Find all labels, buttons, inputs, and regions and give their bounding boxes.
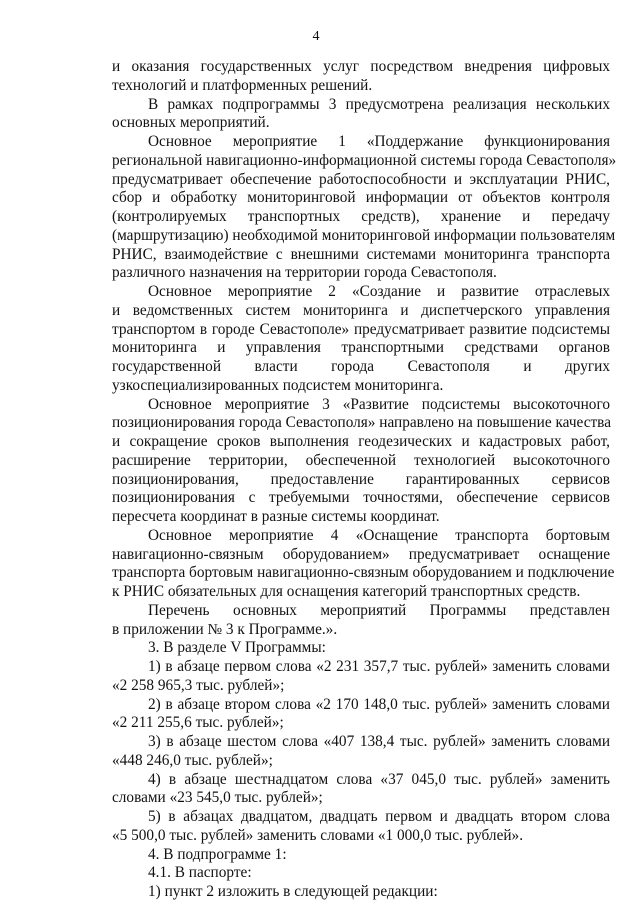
text-line: 1) пункт 2 изложить в следующей редакции: xyxy=(148,883,438,900)
text-line: «5 500,0 тыс. рублей» заменить словами «1 000,0 тыс. рублей». xyxy=(112,826,524,844)
text-line: «2 258 965,3 тыс. рублей»; xyxy=(112,676,285,694)
text-line: 5) в абзацах двадцатом, двадцать первом и двадцать втором слова xyxy=(148,808,610,825)
text-line: Основное мероприятие 1 «Поддержание функционирования xyxy=(148,133,610,150)
text-line: и ведомственных систем мониторинга и диспетчерского управления xyxy=(112,301,610,319)
text-line: основных мероприятий. xyxy=(112,114,270,132)
text-line: различного назначения на территории города Севастополя. xyxy=(112,264,497,282)
text-line: и сокращение сроков выполнения геодезических и кадастровых работ, xyxy=(112,433,610,450)
text-line: 4. В подпрограмме 1: xyxy=(148,845,287,863)
text-line: расширение территории, обеспеченной технологией высокоточного xyxy=(112,451,610,469)
page-number: 4 xyxy=(312,29,320,44)
text-line: Перечень основных мероприятий Программы представлен xyxy=(148,601,610,619)
text-line: транспорта бортовым навигационно-связным оборудованием и подключение xyxy=(112,564,615,582)
text-line: Основное мероприятие 2 «Создание и развитие отраслевых xyxy=(148,283,610,300)
text-line: навигационно-связным оборудованием» предусматривает оснащение xyxy=(112,545,610,563)
text-line: сбор и обработку мониторинговой информации от объектов контроля xyxy=(112,189,610,207)
text-line: 4.1. В паспорте: xyxy=(148,864,252,882)
text-line: технологий и платформенных решений. xyxy=(112,76,373,94)
text-line: к РНИС обязательных для оснащения категорий транспортных средств. xyxy=(112,583,581,600)
text-line: (маршрутизацию) необходимой мониторинговой информации пользователям xyxy=(112,226,616,244)
text-line: «2 211 255,6 тыс. рублей»; xyxy=(112,714,284,732)
text-line: транспортом в городе Севастополе» предусматривает развитие подсистемы xyxy=(112,320,610,338)
text-line: Основное мероприятие 4 «Оснащение транспорта бортовым xyxy=(148,526,610,544)
text-line: Основное мероприятие 3 «Развитие подсистемы высокоточного xyxy=(148,395,610,413)
text-line: в приложении № 3 к Программе.». xyxy=(112,620,338,638)
text-line: словами «23 545,0 тыс. рублей»; xyxy=(112,789,323,807)
text-line: В рамках подпрограммы 3 предусмотрена реализация нескольких xyxy=(148,95,610,113)
text-line: «448 246,0 тыс. рублей»; xyxy=(112,751,273,769)
text-line: 1) в абзаце первом слова «2 231 357,7 тыс. рублей» заменить словами xyxy=(148,658,610,675)
text-line: пересчета координат в разные системы координат. xyxy=(112,508,440,525)
text-line: предусматривает обеспечение работоспособности и эксплуатации РНИС, xyxy=(112,170,610,188)
text-line: региональной навигационно-информационной системы города Севастополя» xyxy=(112,151,617,169)
text-line: (контролируемых транспортных средств), хранение и передачу xyxy=(112,208,610,225)
text-line: и оказания государственных услуг посредством внедрения цифровых xyxy=(112,58,610,75)
text-line: 3. В разделе V Программы: xyxy=(148,639,326,657)
document-body xyxy=(112,58,617,902)
text-line: позиционирования с требуемыми точностями, обеспечение сервисов xyxy=(112,489,610,507)
text-line: 3) в абзаце шестом слова «407 138,4 тыс. рублей» заменить словами xyxy=(148,733,610,750)
text-line: государственной власти города Севастополя и других xyxy=(112,358,610,375)
text-line: мониторинга и управления транспортными средствами органов xyxy=(112,339,610,357)
text-line: 4) в абзаце шестнадцатом слова «37 045,0 тыс. рублей» заменить xyxy=(148,770,610,788)
text-line: позиционирования города Севастополя» направлено на повышение качества xyxy=(112,414,611,432)
text-line: узкоспециализированных подсистем мониторинга. xyxy=(112,376,444,394)
text-line: РНИС, взаимодействие с внешними системами мониторинга транспорта xyxy=(112,245,610,263)
text-line: 2) в абзаце втором слова «2 170 148,0 тыс. рублей» заменить словами xyxy=(148,695,610,713)
text-line: позиционирования, предоставление гарантированных сервисов xyxy=(112,470,610,488)
